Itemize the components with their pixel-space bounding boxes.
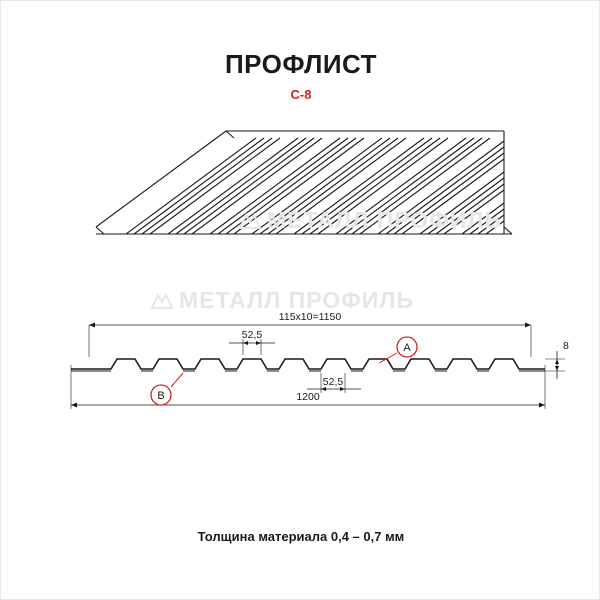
dimension-text-rib-top: 52,5 xyxy=(241,329,263,341)
dimension-text-top: 115х10=1150 xyxy=(278,311,342,323)
dimension-line-rib-top xyxy=(229,341,275,345)
callout-b-label: B xyxy=(157,390,165,402)
section-svg xyxy=(49,301,569,421)
watermark-logo-icon xyxy=(239,213,261,231)
watermark-top xyxy=(239,207,502,234)
page-title: ПРОФЛИСТ xyxy=(224,49,378,79)
callout-a xyxy=(397,337,417,357)
dimension-line-top xyxy=(89,323,531,328)
callout-a-label: A xyxy=(403,342,411,354)
isometric-svg xyxy=(56,109,546,259)
watermark-text: МЕТАЛЛ ПРОФИЛЬ xyxy=(267,207,502,233)
callout-b xyxy=(151,385,171,405)
dimension-text-rib-bottom: 52,5 xyxy=(322,376,344,388)
profile-code: С-8 xyxy=(290,87,312,102)
dimension-line-total xyxy=(71,403,545,408)
callout-leaders xyxy=(171,353,397,387)
section-drawing xyxy=(49,301,569,421)
watermark-text-2: МЕТАЛЛ ПРОФИЛЬ xyxy=(179,287,414,313)
material-thickness-note: Толщина материала 0,4 – 0,7 мм xyxy=(197,529,405,544)
dimension-text-total: 1200 xyxy=(296,391,320,403)
profile-section-line xyxy=(71,359,545,369)
dimension-text-height: 8 xyxy=(563,340,569,352)
isometric-view xyxy=(56,109,546,259)
dimension-line-height xyxy=(555,351,559,379)
